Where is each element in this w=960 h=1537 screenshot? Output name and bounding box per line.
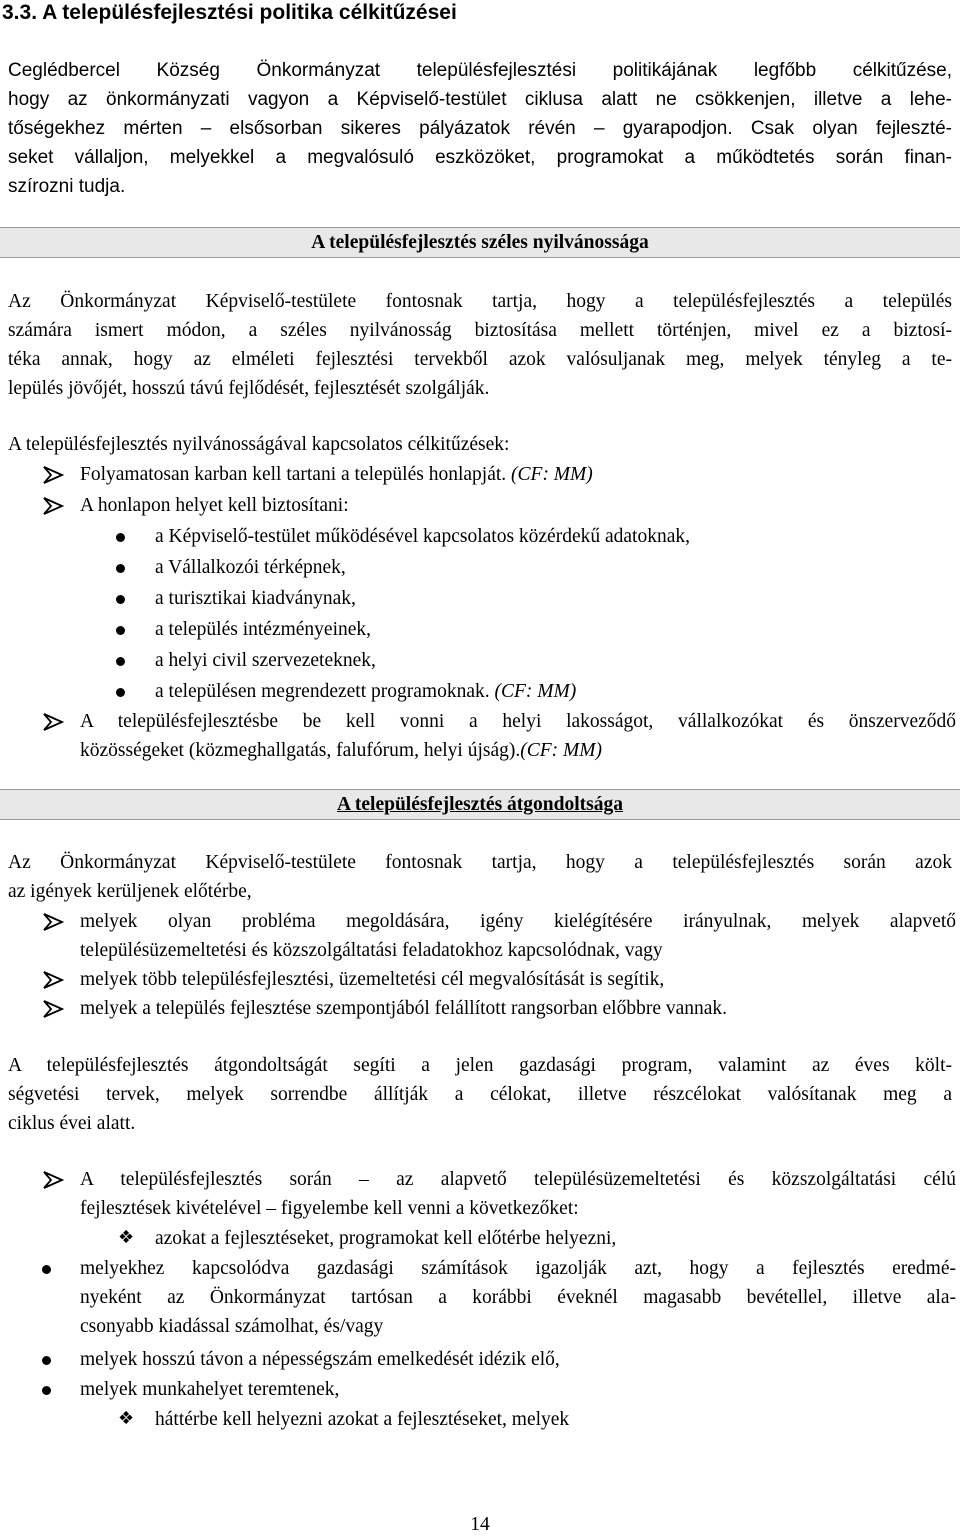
arrow-bullet-icon [42, 970, 64, 990]
list-item-line: csonyabb kiadással számolhat, és/vagy [80, 1316, 384, 1337]
arrow-bullet-icon [42, 496, 64, 516]
list-item-line [80, 736, 602, 765]
sub-list-item: háttérbe kell helyezni azokat a fejlesztéseket, melyek [155, 1409, 570, 1430]
list-item-line: nyeként az Önkormányzat tartósan a korábbi éveknél magasabb bevétellel, illetve ala- [80, 1287, 956, 1308]
paragraph-line: lepülés jövőjét, hosszú távú fejlődését, fejlesztését szolgálják. [8, 378, 490, 399]
paragraph-line: az igények kerüljenek előtérbe, [8, 881, 252, 902]
list-item-line: A településfejlesztés során – az alapvető településüzemeltetési és közszolgáltatási célú [80, 1169, 956, 1190]
dot-bullet-icon [116, 688, 125, 697]
dot-bullet-icon [116, 533, 125, 542]
sub-list-item: azokat a fejlesztéseket, programokat kell előtérbe helyezni, [155, 1228, 617, 1249]
arrow-bullet-icon [42, 712, 64, 732]
intro-line: szírozni tudja. [8, 176, 126, 197]
dot-bullet-icon [116, 564, 125, 573]
arrow-bullet-icon [42, 999, 64, 1019]
dot-bullet-icon [42, 1356, 51, 1365]
section-heading: 3.3. A településfejlesztési politika célkitűzései [2, 1, 457, 24]
sub-list-item: a Képviselő-testület működésével kapcsolatos közérdekű adatoknak, [155, 526, 690, 547]
list-item [80, 460, 593, 489]
cf-tag: (CF: MM) [511, 464, 593, 485]
list-item: melyek munkahelyet teremtenek, [80, 1379, 340, 1400]
diamond-bullet-icon: ❖ [118, 1408, 135, 1429]
intro-line: tőségekhez mérten – elsősorban sikeres pályázatok révén – gyarapodjon. Csak olyan fejleszté- [8, 118, 952, 139]
dot-bullet-icon [116, 626, 125, 635]
sub-list-item: a helyi civil szervezeteknek, [155, 650, 376, 671]
paragraph-line: ségvetési tervek, melyek sorrendbe állítják a célokat, illetve részcélokat valósítanak meg a [8, 1084, 952, 1105]
list-item: melyek több településfejlesztési, üzemeltetési cél megvalósítását is segítik, [80, 969, 665, 990]
list-item-line: fejlesztések kivételével – figyelembe kell venni a következőket: [80, 1198, 579, 1219]
arrow-bullet-icon [42, 465, 64, 485]
cf-tag: (CF: MM) [494, 681, 577, 702]
sub-list-item [155, 677, 576, 706]
list-item: A honlapon helyet kell biztosítani: [80, 495, 349, 516]
list-item-text: Folyamatosan karban kell tartani a település honlapját. [80, 464, 507, 485]
sub-list-item: a Vállalkozói térképnek, [155, 557, 346, 578]
page-number: 14 [470, 1514, 490, 1535]
sub-list-item-text: a településen megrendezett programoknak. [155, 681, 490, 702]
intro-line: seket vállaljon, melyekkel a megvalósuló eszközöket, programokat a működtetés során finan- [8, 147, 952, 168]
cf-tag: (CF: MM) [520, 740, 603, 761]
list-item: melyek a település fejlesztése szempontjából felállított rangsorban előbbre vannak. [80, 998, 728, 1019]
list-item-line: A településfejlesztésbe be kell vonni a helyi lakosságot, vállalkozókat és önszerveződő [80, 711, 956, 732]
list-item-line: melyek olyan probléma megoldására, igény kielégítésére irányulnak, melyek alapvető [80, 911, 956, 932]
paragraph-line: számára ismert módon, a széles nyilvánosság biztosítása mellett történjen, mivel ez a biztosí- [8, 320, 952, 341]
paragraph-line: téka annak, hogy az elméleti fejlesztési tervekből azok valósuljanak meg, melyek tényleg a te- [8, 349, 952, 370]
sub-list-item: a település intézményeinek, [155, 619, 372, 640]
list-item-line: településüzemeltetési és közszolgáltatási feladatokhoz kapcsolódnak, vagy [80, 940, 663, 961]
dot-bullet-icon [116, 595, 125, 604]
goals-intro: A településfejlesztés nyilvánosságával kapcsolatos célkitűzések: [8, 434, 510, 455]
paragraph-line: A településfejlesztés átgondoltságát segíti a jelen gazdasági program, valamint az éves költ- [8, 1055, 952, 1076]
paragraph-line: ciklus évei alatt. [8, 1113, 136, 1134]
diamond-bullet-icon: ❖ [118, 1227, 135, 1248]
section-title-deliberation: A településfejlesztés átgondoltsága [337, 794, 623, 815]
list-item-text: közösségeket (közmeghallgatás, falufórum, helyi újság). [80, 740, 521, 761]
paragraph-line: Az Önkormányzat Képviselő-testülete fontosnak tartja, hogy a településfejlesztés során azok [8, 852, 952, 873]
list-item: melyek hosszú távon a népességszám emelkedését idézik elő, [80, 1349, 560, 1370]
dot-bullet-icon [42, 1265, 51, 1274]
arrow-bullet-icon [42, 1170, 64, 1190]
intro-line: hogy az önkormányzati vagyon a Képviselő-testület ciklusa alatt ne csökkenjen, illetve a lehe- [8, 89, 952, 110]
dot-bullet-icon [42, 1386, 51, 1395]
section-title-publicity: A településfejlesztés széles nyilvánossága [311, 232, 649, 253]
arrow-bullet-icon [42, 912, 64, 932]
paragraph-line: Az Önkormányzat Képviselő-testülete fontosnak tartja, hogy a településfejlesztés a település [8, 291, 952, 312]
sub-list-item: a turisztikai kiadványnak, [155, 588, 356, 609]
intro-line: Ceglédbercel Község Önkormányzat településfejlesztési politikájának legfőbb célkitűzése, [8, 60, 952, 81]
dot-bullet-icon [116, 657, 125, 666]
list-item-line: melyekhez kapcsolódva gazdasági számítások igazolják azt, hogy a fejlesztés eredmé- [80, 1258, 956, 1279]
